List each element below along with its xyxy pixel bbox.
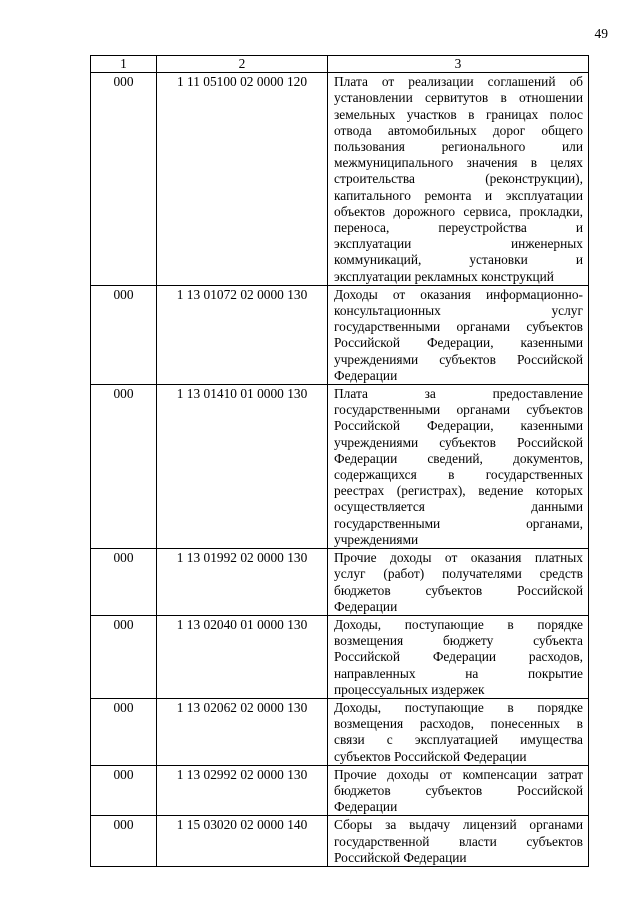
- description-line: возмещения расходов, понесенных в: [334, 716, 583, 732]
- description-line: Доходы, поступающие в порядке: [334, 616, 583, 632]
- description-line: субъектов Российской Федерации: [334, 748, 527, 764]
- description-line: Плата от реализации соглашений об: [334, 74, 583, 90]
- description-line: осуществляется данными: [334, 499, 583, 515]
- description-line: Доходы от оказания информационно-: [334, 286, 583, 302]
- table-row: [91, 816, 589, 867]
- table-row: [91, 615, 589, 698]
- description-line: отвода автомобильных дорог общего: [334, 122, 583, 138]
- description-line: направленных на покрытие: [334, 665, 583, 681]
- description-line: строительства (реконструкции),: [334, 171, 583, 187]
- description-line: объектов дорожного сервиса, прокладки,: [334, 203, 583, 219]
- description-line: коммуникаций, установки и: [334, 252, 583, 268]
- description-line: учреждениями субъектов Российской: [334, 434, 583, 450]
- description-line: государственной власти субъектов: [334, 833, 583, 849]
- revenue-description-cell: [328, 385, 589, 549]
- description-line: государственными органами субъектов: [334, 319, 583, 335]
- description-line: земельных участков в границах полос: [334, 106, 583, 122]
- table-row: [91, 285, 589, 384]
- revenue-code-cell: 1 13 02040 01 0000 130: [157, 615, 328, 698]
- description-line: капитального ремонта и эксплуатации: [334, 187, 583, 203]
- revenue-description-cell: [328, 816, 589, 867]
- description-line: Доходы, поступающие в порядке: [334, 699, 583, 715]
- table-row: [91, 698, 589, 765]
- page-number: 49: [594, 26, 608, 41]
- column-header-1: 1: [91, 56, 157, 73]
- description-line: Плата за предоставление: [334, 386, 583, 402]
- revenue-description-cell: [328, 549, 589, 616]
- description-line: Прочие доходы от компенсации затрат: [334, 766, 583, 782]
- description-line: бюджетов субъектов Российской: [334, 582, 583, 598]
- table-row: [91, 765, 589, 816]
- description-line: учреждениями: [334, 531, 419, 547]
- description-line: учреждениями субъектов Российской: [334, 351, 583, 367]
- description-line: эксплуатации инженерных: [334, 236, 583, 252]
- description-line: Федерации: [334, 367, 398, 383]
- description-line: государственными органами,: [334, 515, 583, 531]
- revenue-description-cell: [328, 698, 589, 765]
- revenue-code-cell: 1 15 03020 02 0000 140: [157, 816, 328, 867]
- revenue-code-cell: 1 13 02992 02 0000 130: [157, 765, 328, 816]
- description-line: бюджетов субъектов Российской: [334, 782, 583, 798]
- revenue-code-cell: 1 13 02062 02 0000 130: [157, 698, 328, 765]
- revenue-description-cell: [328, 285, 589, 384]
- table-header-row: [91, 56, 589, 73]
- description-line: пользования регионального или: [334, 139, 583, 155]
- admin-code-cell: 000: [91, 285, 157, 384]
- description-line: Федерации: [334, 598, 398, 614]
- admin-code-cell: 000: [91, 549, 157, 616]
- description-line: Российской Федерации, казенными: [334, 418, 583, 434]
- revenue-code-cell: 1 13 01072 02 0000 130: [157, 285, 328, 384]
- description-line: Сборы за выдачу лицензий органами: [334, 817, 583, 833]
- admin-code-cell: 000: [91, 615, 157, 698]
- revenue-description-cell: [328, 765, 589, 816]
- table-row: [91, 385, 589, 549]
- table-row: [91, 549, 589, 616]
- revenue-description-cell: [328, 615, 589, 698]
- revenue-code-cell: 1 13 01410 01 0000 130: [157, 385, 328, 549]
- revenue-codes-table: [90, 55, 589, 867]
- description-line: связи с эксплуатацией имущества: [334, 732, 583, 748]
- description-line: услуг (работ) получателями средств: [334, 566, 583, 582]
- description-line: реестрах (регистрах), ведение которых: [334, 483, 583, 499]
- description-line: Российской Федерации, казенными: [334, 335, 583, 351]
- revenue-description-cell: [328, 73, 589, 286]
- admin-code-cell: 000: [91, 765, 157, 816]
- admin-code-cell: 000: [91, 73, 157, 286]
- description-line: Российской Федерации расходов,: [334, 649, 583, 665]
- column-header-2: 2: [157, 56, 328, 73]
- description-line: консультационных услуг: [334, 303, 583, 319]
- description-line: государственными органами субъектов: [334, 402, 583, 418]
- description-line: возмещения бюджету субъекта: [334, 633, 583, 649]
- table-body: [91, 73, 589, 867]
- description-line: Федерации сведений, документов,: [334, 450, 583, 466]
- description-line: содержащихся в государственных: [334, 467, 583, 483]
- column-header-3: 3: [328, 56, 589, 73]
- description-line: межмуниципального значения в целях: [334, 155, 583, 171]
- admin-code-cell: 000: [91, 816, 157, 867]
- description-line: установлении сервитутов в отношении: [334, 90, 583, 106]
- description-line: Российской Федерации: [334, 849, 467, 865]
- revenue-code-cell: 1 11 05100 02 0000 120: [157, 73, 328, 286]
- description-line: переноса, переустройства и: [334, 220, 583, 236]
- table-row: [91, 73, 589, 286]
- revenue-code-cell: 1 13 01992 02 0000 130: [157, 549, 328, 616]
- admin-code-cell: 000: [91, 698, 157, 765]
- description-line: процессуальных издержек: [334, 681, 485, 697]
- description-line: эксплуатации рекламных конструкций: [334, 268, 554, 284]
- description-line: Прочие доходы от оказания платных: [334, 550, 583, 566]
- description-line: Федерации: [334, 799, 398, 815]
- admin-code-cell: 000: [91, 385, 157, 549]
